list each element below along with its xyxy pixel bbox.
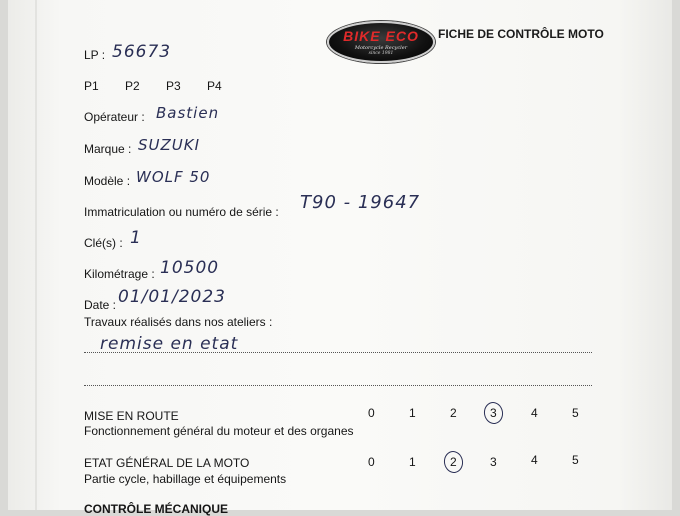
works-label: Travaux réalisés dans nos ateliers : (84, 315, 273, 329)
rating-1-score-5: 5 (572, 406, 579, 420)
rating-2-score-1: 1 (409, 455, 416, 469)
operator-value: Bastien (156, 104, 220, 122)
rating-2-score-5: 5 (572, 453, 579, 467)
rating-2-score-2: 2 (450, 455, 457, 469)
bike-eco-logo (327, 21, 435, 63)
rating-1-score-1: 1 (409, 406, 416, 420)
brand-label: Marque : (84, 142, 132, 156)
form-title: FICHE DE CONTRÔLE MOTO (438, 27, 604, 41)
rating-2-score-0: 0 (368, 455, 375, 469)
works-line-2 (84, 385, 592, 386)
rating-1-score-0: 0 (368, 406, 375, 420)
model-label: Modèle : (84, 174, 131, 188)
position-p4: P4 (207, 79, 222, 93)
rating-1-score-4: 4 (531, 406, 538, 420)
rating-2-score-3: 3 (490, 455, 497, 469)
registration-label: Immatriculation ou numéro de série : (84, 205, 279, 219)
mileage-value: 10500 (160, 258, 220, 278)
rating-1-title: MISE EN ROUTE (84, 409, 179, 423)
mileage-label: Kilométrage : (84, 267, 155, 281)
lp-value: 56673 (112, 42, 172, 62)
paper-crease (35, 0, 37, 510)
registration-value: T90 - 19647 (300, 192, 421, 213)
keys-value: 1 (130, 228, 142, 248)
keys-label: Clé(s) : (84, 236, 123, 250)
rating-1-score-2: 2 (450, 406, 457, 420)
date-label: Date : (84, 298, 117, 312)
operator-label: Opérateur : (84, 110, 145, 124)
next-section-title: CONTRÔLE MÉCANIQUE (84, 502, 228, 516)
logo-since: since 1981 (368, 51, 394, 56)
rating-2-title: ETAT GÉNÉRAL DE LA MOTO (84, 456, 250, 470)
rating-1-score-3: 3 (490, 406, 497, 420)
brand-value: SUZUKI (138, 136, 201, 154)
logo-name: BIKE ECO (343, 28, 419, 44)
model-value: WOLF 50 (136, 168, 211, 186)
rating-2-subtitle: Partie cycle, habillage et équipements (84, 472, 287, 486)
position-p3: P3 (166, 79, 181, 93)
position-p2: P2 (125, 79, 140, 93)
date-value: 01/01/2023 (118, 287, 226, 307)
position-p1: P1 (84, 79, 99, 93)
works-value: remise en etat (100, 334, 239, 354)
works-line-1 (84, 352, 592, 353)
rating-1-subtitle: Fonctionnement général du moteur et des organes (84, 424, 354, 438)
rating-2-score-4: 4 (531, 453, 538, 467)
logo-tagline: Motorcycle Recycler (354, 45, 408, 51)
lp-label: LP : (84, 48, 106, 62)
